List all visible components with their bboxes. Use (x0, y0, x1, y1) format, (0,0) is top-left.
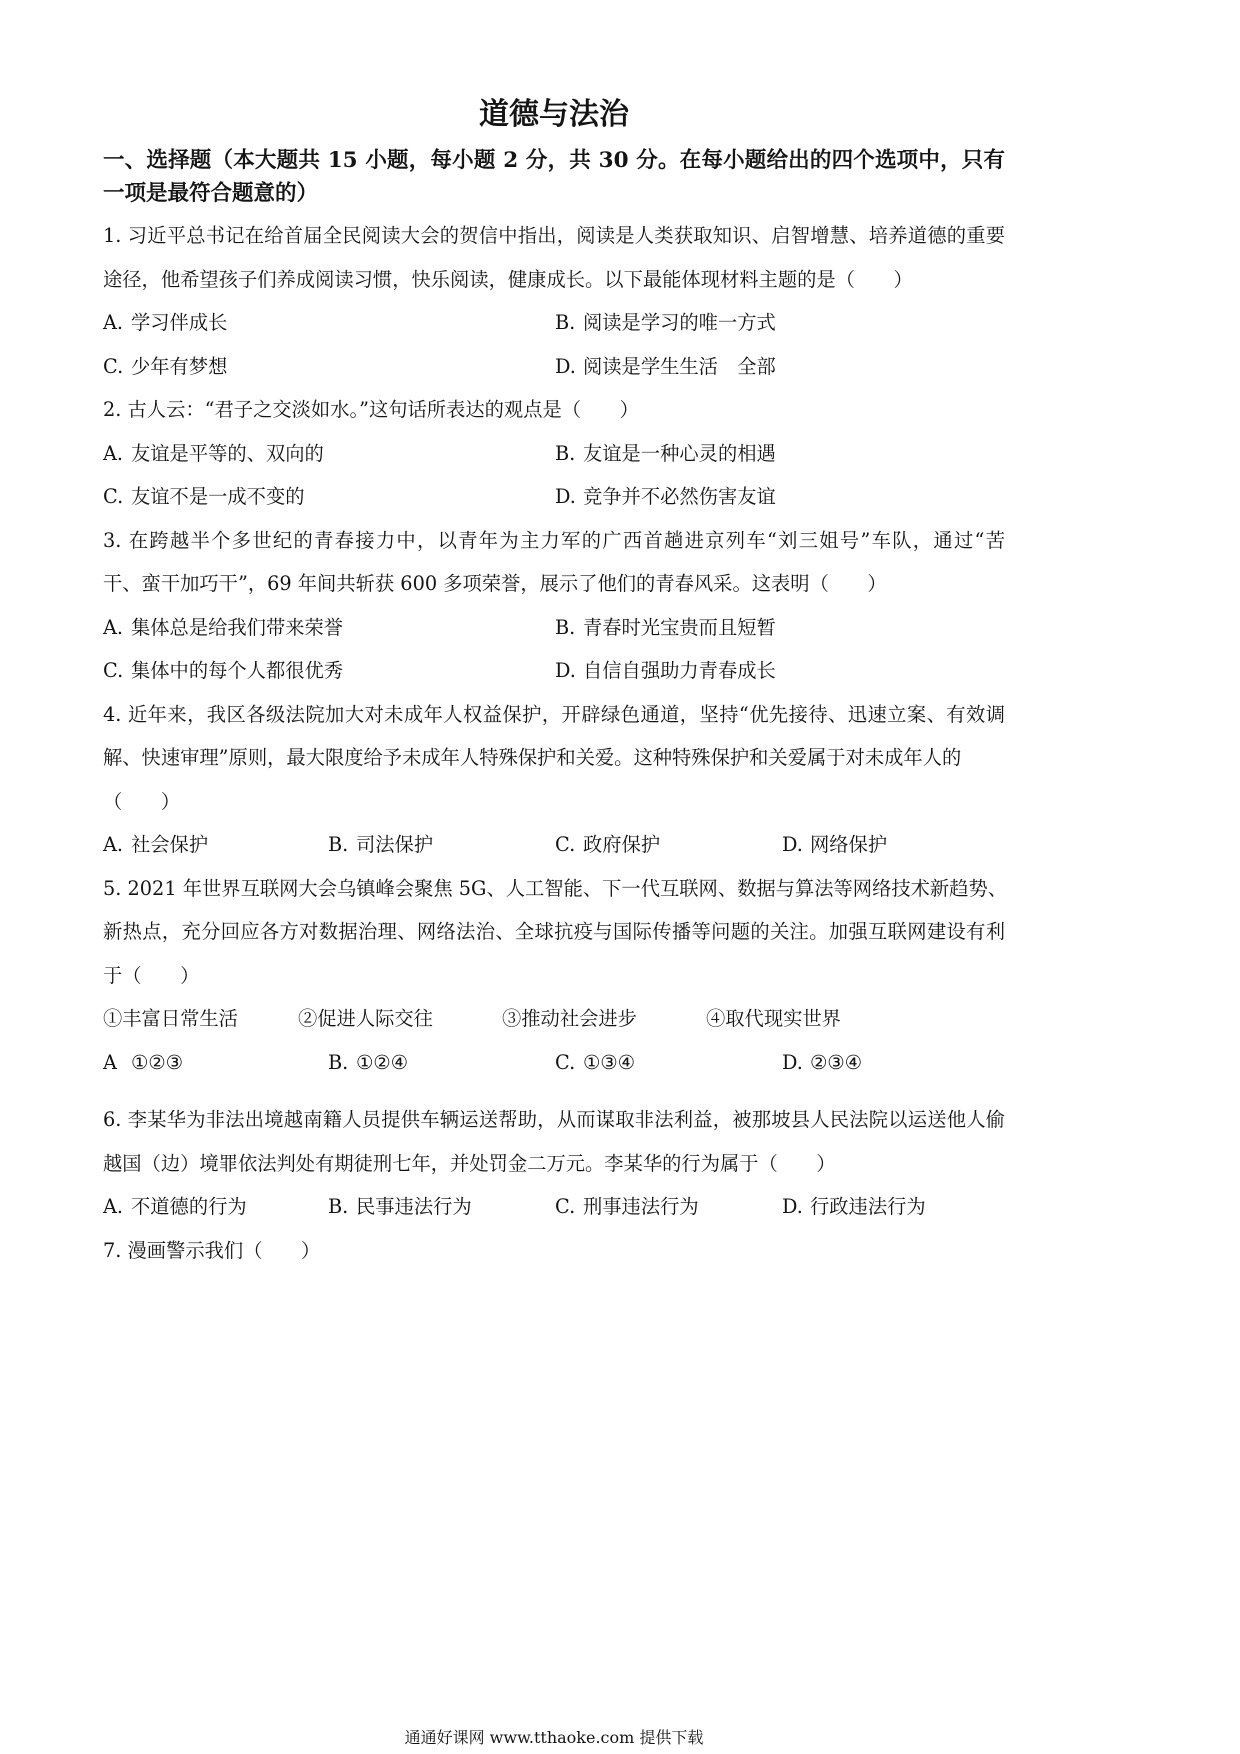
option-b (328, 1041, 555, 1085)
statement-2: ②促进人际交往 (298, 1007, 433, 1030)
option-b (328, 823, 555, 867)
question-6 (103, 1098, 1005, 1229)
option-label: A. (103, 615, 124, 639)
question-2-options (103, 432, 1005, 519)
option-label: C. (555, 1195, 576, 1218)
option-label: D. (555, 485, 576, 508)
question-stem-line: 越国（边）境罪依法判处有期徒刑七年，并处罚金二万元。李某华的行为属于（ ） (103, 1151, 836, 1175)
section-heading-line: 一、选择题（本大题共 15 小题，每小题 2 分，共 30 分。在每小题给出的四个选项中，只有 (103, 148, 1005, 173)
option-text: 社会保护 (131, 833, 209, 856)
question-1 (103, 214, 1005, 388)
question-stem-line: 2. 古人云：“君子之交淡如水。”这句话所表达的观点是（ ） (103, 398, 639, 421)
option-text: ①②④ (356, 1050, 408, 1074)
question-7 (103, 1229, 1005, 1273)
option-label: A. (103, 441, 124, 465)
option-d (782, 1041, 1005, 1085)
question-stem-line: 新热点，充分回应各方对数据治理、网络法治、全球抗疫与国际传播等问题的关注。加强互联网建设有利 (103, 920, 1005, 943)
question-list (103, 214, 1008, 1272)
question-5 (103, 867, 1008, 1085)
section-heading-line: 一项是最符合题意的） (103, 181, 319, 206)
question-4 (103, 693, 1005, 867)
option-a (103, 301, 555, 345)
option-c (555, 1185, 782, 1229)
option-label: A. (103, 1195, 124, 1218)
option-a (103, 1185, 328, 1229)
option-a (103, 823, 328, 867)
option-label: D. (782, 1195, 803, 1218)
option-a (103, 606, 555, 650)
question-2 (103, 388, 1005, 519)
option-text: 不道德的行为 (131, 1195, 247, 1218)
option-c (103, 475, 555, 519)
option-text: 少年有梦想 (131, 354, 228, 378)
option-d (555, 475, 1005, 519)
option-label: D. (782, 833, 803, 856)
question-5-options (103, 1041, 1005, 1085)
option-text: 友谊不是一成不变的 (131, 485, 305, 508)
option-a (103, 1041, 328, 1085)
question-5-statements (103, 997, 1005, 1041)
option-label: C. (103, 485, 124, 508)
option-d (782, 1185, 1005, 1229)
question-stem-line: 干、蛮干加巧干”，69 年间共斩获 600 多项荣誉，展示了他们的青春风采。这表明（ ） (103, 572, 887, 595)
question-stem-line: 3. 在跨越半个多世纪的青春接力中，以青年为主力军的广西首趟进京列车“刘三姐号”车队，通过“苦 (103, 528, 1005, 552)
question-1-options (103, 301, 1005, 388)
option-label: A. (103, 833, 124, 856)
option-text: 自信自强助力青春成长 (583, 659, 776, 682)
option-label: B. (328, 1195, 349, 1218)
question-stem-line: 7. 漫画警示我们（ ） (103, 1238, 321, 1262)
statement-4: ④取代现实世界 (706, 1007, 841, 1030)
option-label: B. (328, 833, 349, 856)
question-stem-line: 6. 李某华为非法出境越南籍人员提供车辆运送帮助，从而谋取非法利益，被那坡县人民法院以运送他人偷 (103, 1108, 1005, 1131)
option-label: C. (103, 354, 124, 378)
question-stem-line: 解、快速审理”原则，最大限度给予未成年人特殊保护和关爱。这种特殊保护和关爱属于对未成年人的 (103, 746, 962, 769)
option-text: 刑事违法行为 (583, 1195, 699, 1218)
option-text: 集体中的每个人都很优秀 (131, 659, 344, 682)
option-c (103, 649, 555, 693)
question-stem-line: 途径，他希望孩子们养成阅读习惯，快乐阅读，健康成长。以下最能体现材料主题的是（ ） (103, 267, 913, 291)
option-label: C. (555, 833, 576, 856)
option-text: 司法保护 (356, 833, 434, 856)
option-label: D. (555, 354, 576, 378)
question-stem-line: （ ） (103, 789, 181, 813)
question-stem-line: 1. 习近平总书记在给首届全民阅读大会的贺信中指出，阅读是人类获取知识、启智增慧、培养道德的重要 (103, 224, 1005, 247)
option-label: B. (328, 1050, 349, 1074)
question-3 (103, 519, 1005, 693)
option-text: 阅读是学习的唯一方式 (583, 311, 776, 334)
question-3-options (103, 606, 1005, 693)
option-text: 民事违法行为 (356, 1195, 472, 1218)
option-text: 阅读是学生生活 全部 (583, 354, 776, 378)
option-b (555, 301, 1005, 345)
option-a (103, 432, 555, 476)
question-stem-line: 4. 近年来，我区各级法院加大对未成年人权益保护，开辟绿色通道，坚持“优先接待、迅速立案、有效调 (103, 702, 1005, 726)
question-6-options (103, 1185, 1005, 1229)
option-text: 友谊是平等的、双向的 (131, 441, 324, 465)
option-text: 青春时光宝贵而且短暂 (583, 615, 776, 639)
option-label: D. (555, 659, 576, 682)
option-text: ①②③ (131, 1050, 183, 1074)
option-d (555, 345, 1005, 389)
option-label: A (103, 1050, 117, 1074)
question-4-options (103, 823, 1005, 867)
option-c (103, 345, 555, 389)
option-text: 集体总是给我们带来荣誉 (131, 615, 344, 639)
option-b (555, 606, 1005, 650)
option-label: D. (782, 1050, 803, 1074)
statement-3: ③推动社会进步 (502, 1007, 637, 1030)
option-c (555, 823, 782, 867)
option-text: 网络保护 (810, 833, 888, 856)
option-c (555, 1041, 782, 1085)
option-text: 友谊是一种心灵的相遇 (583, 441, 776, 465)
option-text: 行政违法行为 (810, 1195, 926, 1218)
option-d (782, 823, 1005, 867)
section-heading (103, 144, 1005, 210)
question-stem-line: 于（ ） (103, 963, 200, 987)
option-b (328, 1185, 555, 1229)
option-label: B. (555, 615, 576, 639)
statement-1: ①丰富日常生活 (103, 1007, 238, 1030)
option-text: ①③④ (583, 1050, 635, 1074)
page-title: 道德与法治 (479, 97, 629, 132)
option-text: 政府保护 (583, 833, 661, 856)
option-label: A. (103, 311, 124, 334)
footer-credit: 通通好课网 www.tthaoke.com 提供下载 (404, 1728, 704, 1747)
option-label: B. (555, 311, 576, 334)
option-text: 学习伴成长 (131, 311, 228, 334)
option-b (555, 432, 1005, 476)
option-label: B. (555, 441, 576, 465)
option-label: C. (103, 659, 124, 682)
option-text: ②③④ (810, 1050, 862, 1074)
option-d (555, 649, 1005, 693)
option-label: C. (555, 1050, 576, 1074)
question-stem-line: 5. 2021 年世界互联网大会乌镇峰会聚焦 5G、人工智能、下一代互联网、数据与算法等网络技术新趋势、 (103, 876, 1008, 900)
option-text: 竞争并不必然伤害友谊 (583, 485, 776, 508)
